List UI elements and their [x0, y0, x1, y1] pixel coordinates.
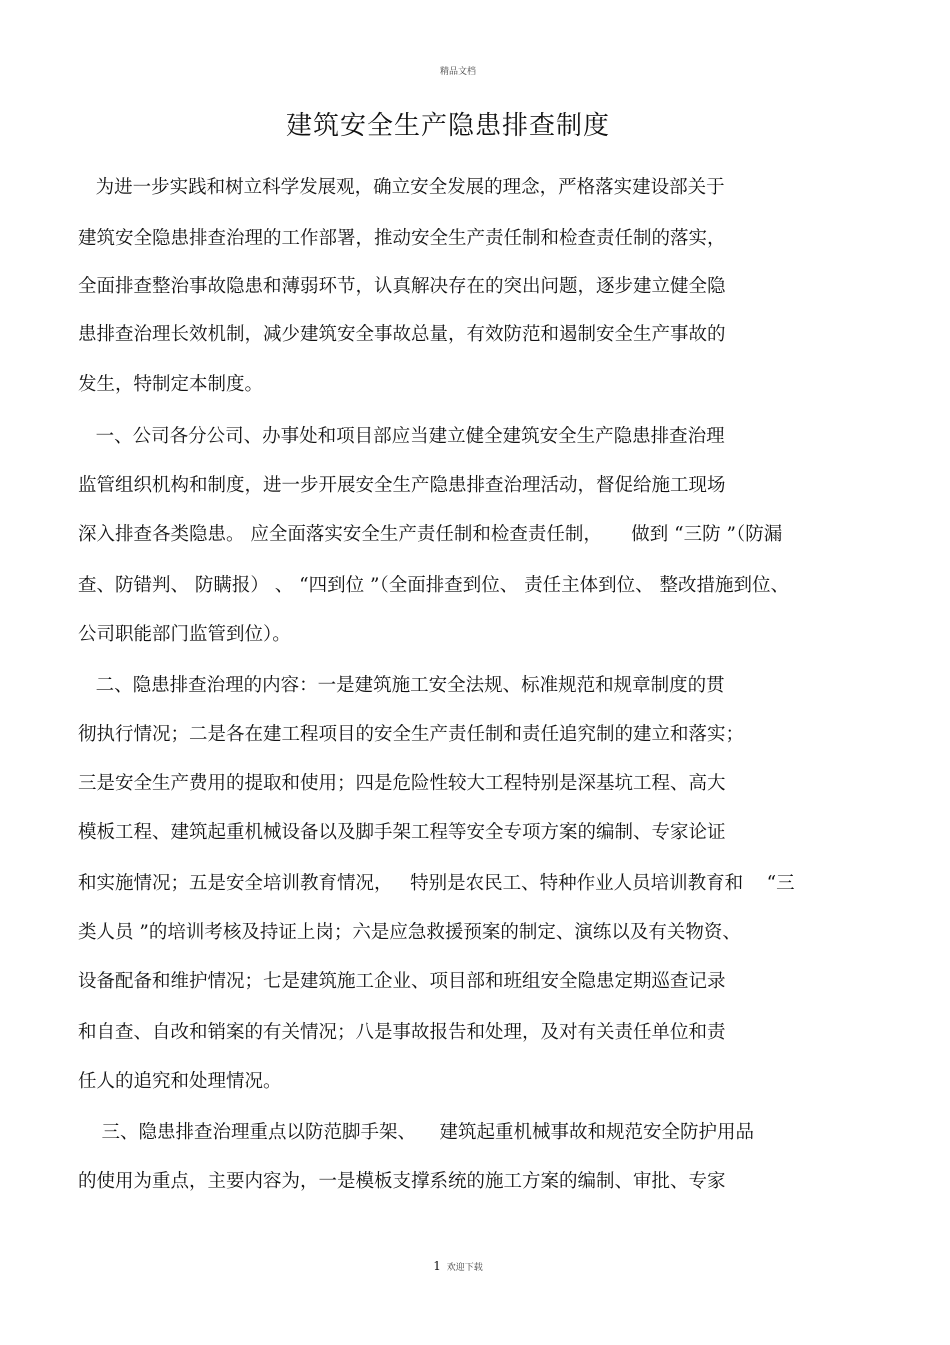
body-line: 和实施情况；五是安全培训教育情况， 特别是农民工、特种作业人员培训教育和 “三 — [78, 873, 795, 894]
body-line: 公司职能部门监管到位）。 — [78, 624, 291, 645]
body-line: 建筑安全隐患排查治理的工作部署，推动安全生产责任制和检查责任制的落实， — [78, 228, 726, 249]
body-line: 二、隐患排查治理的内容：一是建筑施工安全法规、标准规范和规章制度的贯 — [78, 675, 725, 696]
body-line: 全面排查整治事故隐患和薄弱环节，认真解决存在的突出问题，逐步建立健全隐 — [78, 276, 726, 297]
body-line: 的使用为重点，主要内容为，一是模板支撑系统的施工方案的编制、审批、专家 — [78, 1171, 726, 1192]
body-line: 一、公司各分公司、办事处和项目部应当建立健全建筑安全生产隐患排查治理 — [78, 426, 725, 447]
body-line: 设备配备和维护情况；七是建筑施工企业、项目部和班组安全隐患定期巡查记录 — [78, 971, 726, 992]
body-line: 彻执行情况；二是各在建工程项目的安全生产责任制和责任追究制的建立和落实； — [78, 724, 745, 745]
body-line: 监管组织机构和制度，进一步开展安全生产隐患排查治理活动，督促给施工现场 — [78, 475, 726, 496]
body-line: 三是安全生产费用的提取和使用；四是危险性较大工程特别是深基坑工程、高大 — [78, 773, 726, 794]
page-header: 精品文档 — [439, 67, 476, 77]
footer-text: 欢迎下载 — [446, 1263, 483, 1273]
body-line: 三、隐患排查治理重点以防范脚手架、 建筑起重机械事故和规范安全防护用品 — [78, 1122, 755, 1143]
body-line: 为进一步实践和树立科学发展观，确立安全发展的理念，严格落实建设部关于 — [78, 177, 725, 198]
body-line: 模板工程、建筑起重机械设备以及脚手架工程等安全专项方案的编制、专家论证 — [78, 822, 726, 843]
body-line: 类人员 ”的培训考核及持证上岗；六是应急救援预案的制定、演练以及有关物资、 — [78, 922, 741, 943]
body-line: 深入排查各类隐患。 应全面落实安全生产责任制和检查责任制， 做到 “三防 ”（防漏 — [78, 524, 783, 545]
body-line: 患排查治理长效机制，减少建筑安全事故总量，有效防范和遏制安全生产事故的 — [78, 324, 726, 345]
body-line: 查、防错判、 防瞒报） 、 “四到位 ”（全面排查到位、 责任主体到位、 整改措施到位、 — [78, 575, 789, 596]
body-line: 发生，特制定本制度。 — [78, 374, 264, 395]
body-line: 任人的追究和处理情况。 — [78, 1071, 282, 1092]
document-title: 建筑安全生产隐患排查制度 — [285, 111, 610, 141]
page-number: 1 — [433, 1259, 441, 1273]
body-line: 和自查、自改和销案的有关情况；八是事故报告和处理，及对有关责任单位和责 — [78, 1022, 726, 1043]
page-footer — [0, 1259, 916, 1273]
